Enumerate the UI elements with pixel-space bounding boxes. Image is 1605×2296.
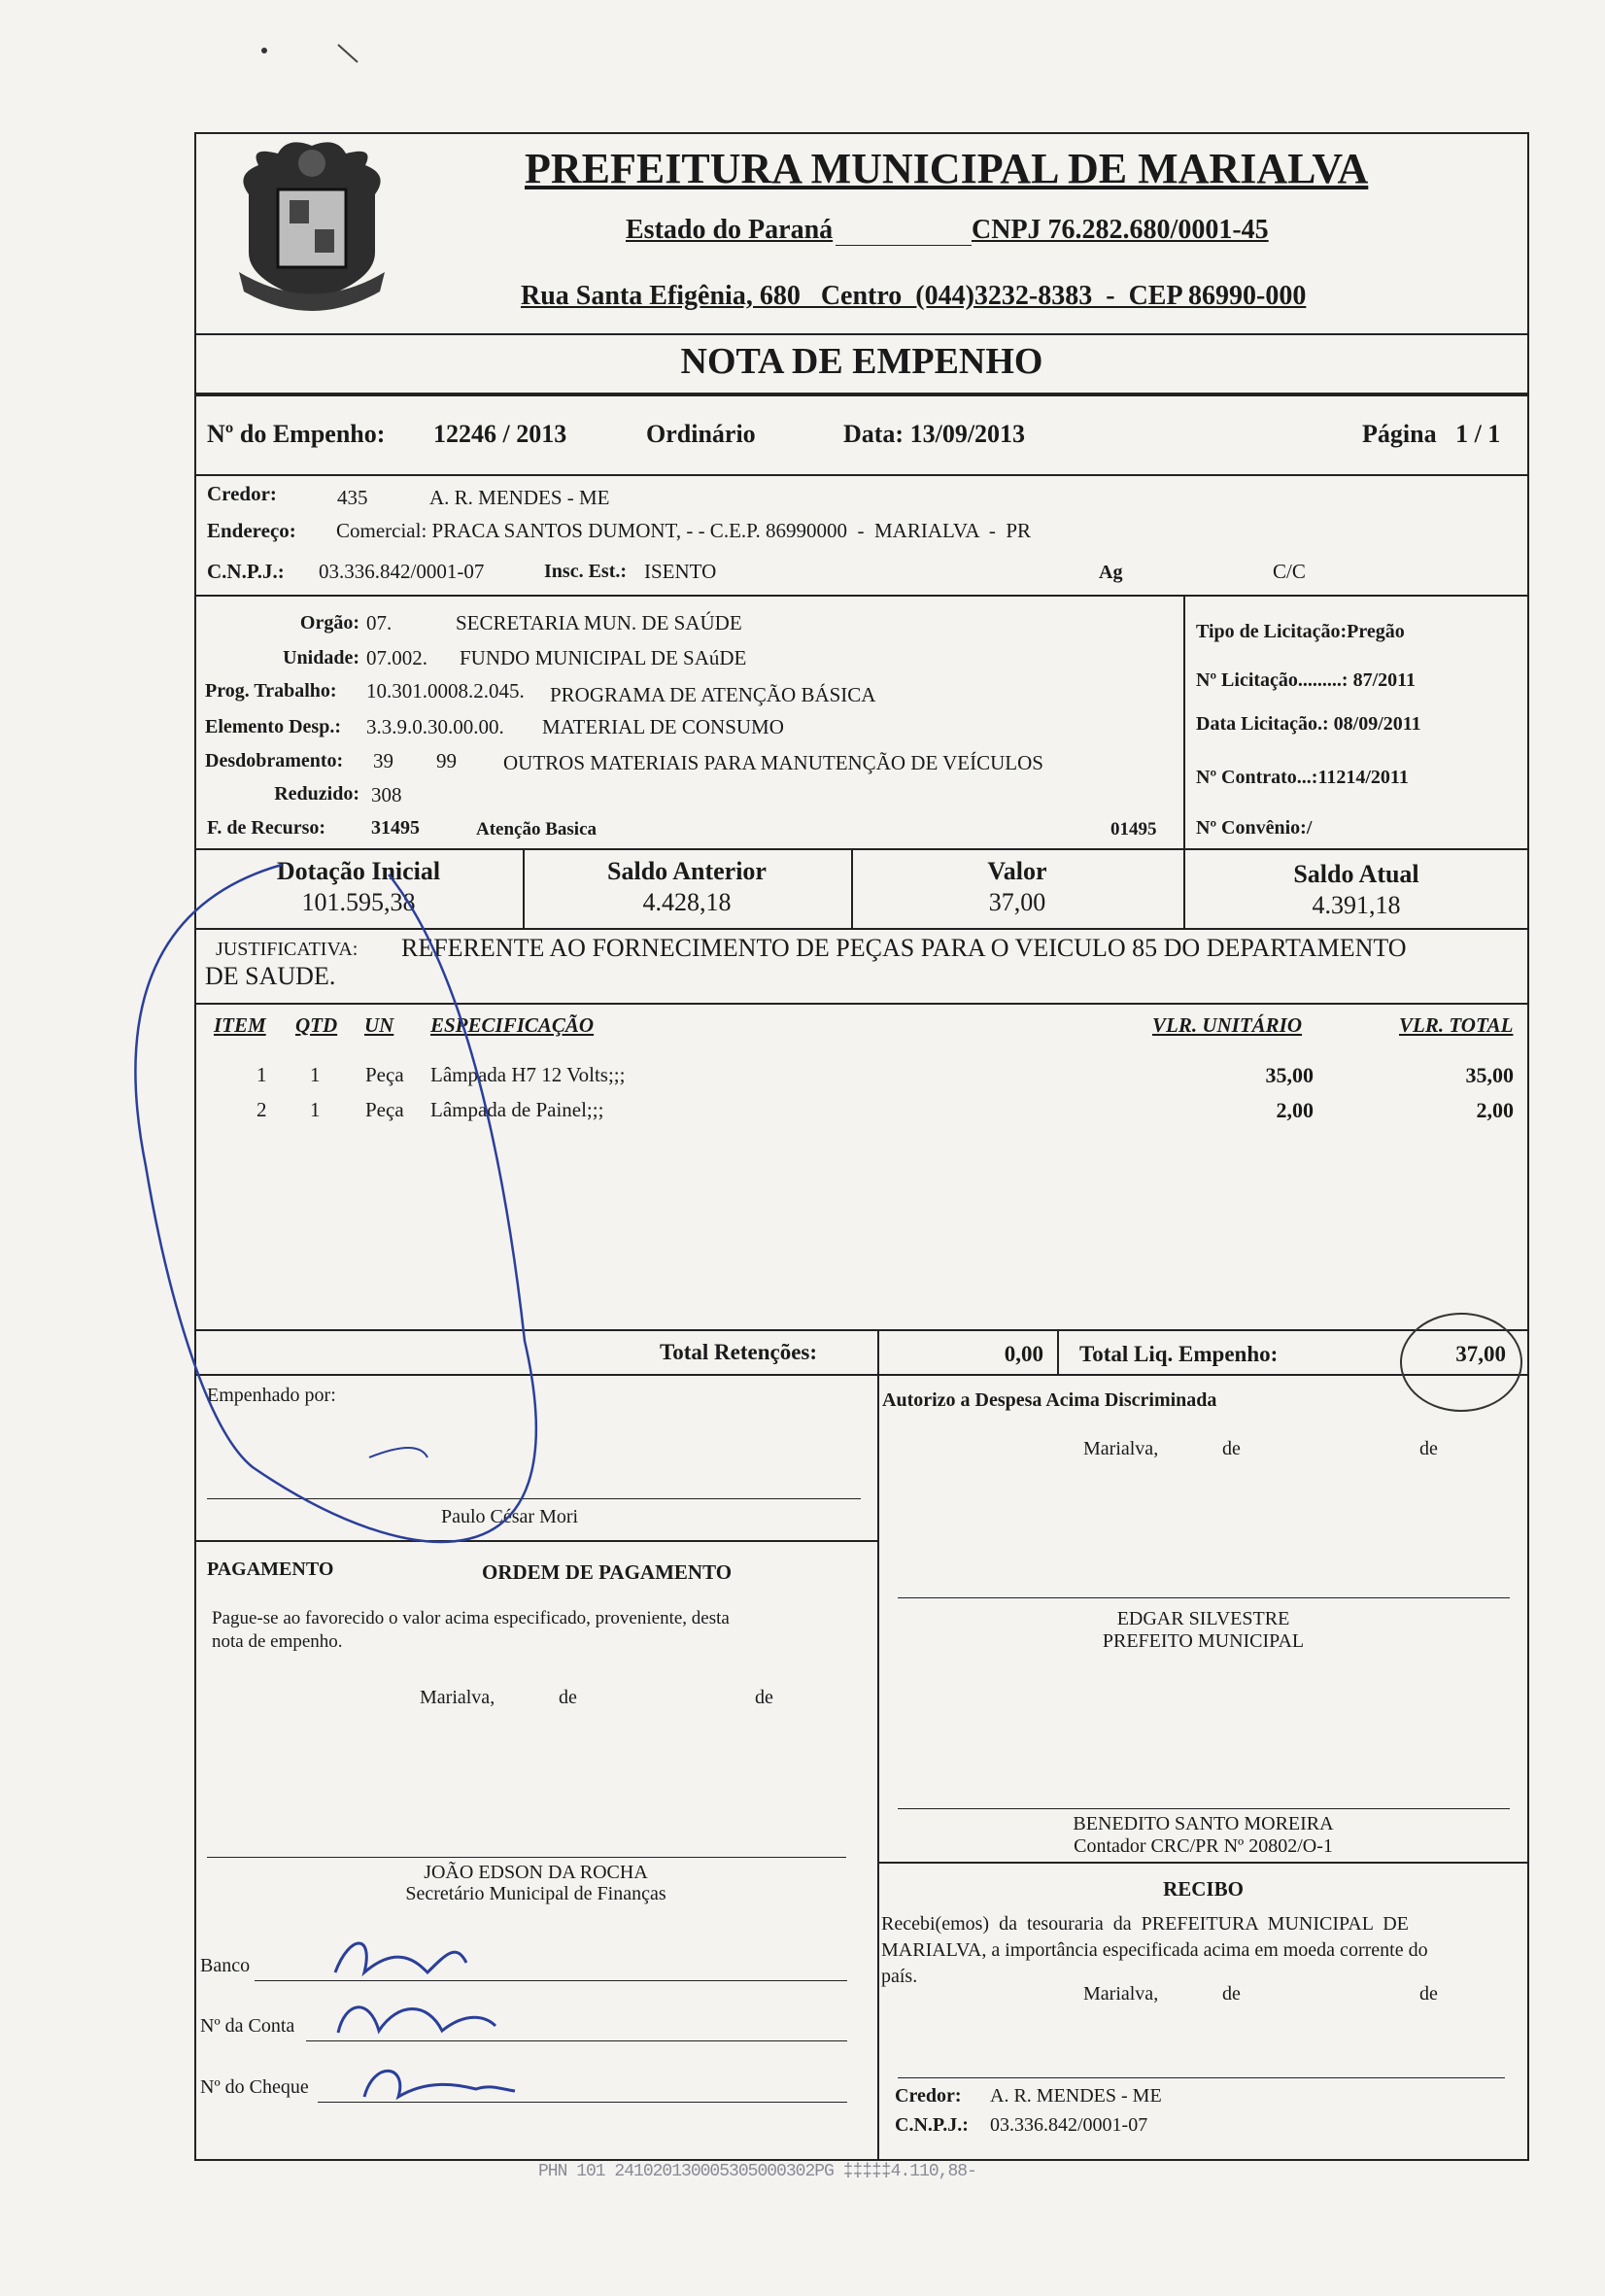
valor-value: 37,00 [988,888,1046,916]
address-line: Rua Santa Efigênia, 680 Centro (044)3232-8383 - CEP 86990-000 [521,281,1307,311]
total-liquido-value: 37,00 [1455,1342,1506,1366]
autorizo-place: Marialva, [1083,1438,1159,1459]
contador-title: Contador CRC/PR Nº 20802/O-1 [1074,1835,1333,1857]
banco-line [255,1980,847,1981]
autorizo-de-2: de [1419,1438,1438,1459]
credor-footer-label: Credor: [895,2085,962,2107]
recibo-de-1: de [1222,1983,1241,2005]
scan-mark [261,48,267,53]
col-header-qtd: QTD [295,1013,338,1037]
signature-line [898,2077,1505,2078]
insc-value: ISENTO [644,560,717,583]
licitacao-number: Nº Licitação.........: 87/2011 [1196,669,1417,691]
col-header-especificacao: ESPECIFICAÇÃO [430,1013,595,1037]
item-qtd: 1 [310,1063,321,1086]
justificativa-line-2: DE SAUDE. [205,962,336,990]
recurso-label: F. de Recurso: [207,817,326,839]
prog-code: 10.301.0008.2.045. [366,679,525,703]
doc-title: NOTA DE EMPENHO [680,341,1043,382]
licitacao-type: Tipo de Licitação:Pregão [1196,621,1405,642]
total-retencoes-label: Total Retenções: [660,1340,818,1364]
desdobramento-name: OUTROS MATERIAIS PARA MANUTENÇÃO DE VEÍCULOS [503,751,1043,774]
pagamento-de-2: de [755,1687,773,1708]
secretario-title: Secretário Municipal de Finanças [405,1883,666,1904]
saldo-atual-label: Saldo Atual [1293,860,1419,888]
elem-code: 3.3.9.0.30.00.00. [366,715,504,738]
divider [194,1003,1529,1005]
unidade-label: Unidade: [283,647,359,668]
item-un: Peça [365,1063,404,1086]
credor-footer-name: A. R. MENDES - ME [990,2085,1162,2107]
recibo-line-1: Recebi(emos) da tesouraria da PREFEITURA MUNICIPAL DE [881,1913,1409,1935]
column-divider [1057,1329,1059,1374]
bottom-auth-code: PHN 101 241020130005305000302PG ‡‡‡‡‡4.110,88- [538,2162,976,2181]
signature-line [898,1808,1510,1809]
divider [194,1540,877,1542]
empenho-date: Data: 13/09/2013 [843,420,1026,448]
unidade-name: FUNDO MUNICIPAL DE SAúDE [460,646,747,669]
saldo-atual-value: 4.391,18 [1312,891,1401,919]
cnpj-label: C.N.P.J.: [207,560,285,583]
orgao-code: 07. [366,611,393,634]
state-name: Estado do Paraná [626,215,834,245]
secretario-name: JOÃO EDSON DA ROCHA [424,1862,648,1883]
col-header-vlr-unitario: VLR. UNITÁRIO [1152,1013,1303,1037]
cnpj-header: CNPJ 76.282.680/0001-45 [972,215,1269,245]
cheque-label: Nº do Cheque [200,2076,309,2098]
justificativa-label: JUSTIFICATIVA: [216,939,359,960]
column-divider [877,1329,879,1374]
conta-line [306,2040,847,2041]
item-vlr-unitario: 35,00 [1265,1063,1314,1087]
page-title: PREFEITURA MUNICIPAL DE MARIALVA [525,145,1369,192]
desdobramento-subcode: 99 [436,749,457,772]
banco-label: Banco [200,1955,251,1976]
signature-line [898,1597,1510,1598]
recibo-place: Marialva, [1083,1983,1159,2005]
state-underline [836,245,972,246]
credor-label: Credor: [207,482,277,505]
orgao-name: SECRETARIA MUN. DE SAÚDE [456,611,742,634]
divider [194,393,1529,396]
pagamento-de-1: de [559,1687,577,1708]
divider [194,1374,1529,1376]
dotacao-inicial-label: Dotação Inicial [276,857,441,885]
recibo-line-2: MARIALVA, a importância especificada acima em moeda corrente do [881,1939,1428,1961]
reduzido-code: 308 [371,783,402,806]
ordem-pagamento-title: ORDEM DE PAGAMENTO [482,1560,733,1584]
item-un: Peça [365,1098,404,1121]
scan-mark [338,45,358,62]
credor-cnpj: 03.336.842/0001-07 [319,560,485,583]
total-retencoes-value: 0,00 [1004,1342,1043,1366]
signature-line [207,1498,861,1499]
page-number: Página 1 / 1 [1362,420,1501,448]
dotacao-inicial-value: 101.595,38 [301,888,416,916]
contador-name: BENEDITO SANTO MOREIRA [1073,1813,1334,1834]
item-number: 1 [256,1063,267,1086]
recurso-code: 31495 [371,817,420,839]
divider [877,1862,1529,1864]
empenhado-label: Empenhado por: [207,1385,336,1406]
insc-label: Insc. Est.: [544,561,628,582]
empenho-number-label: Nº do Empenho: [207,420,386,448]
col-header-un: UN [364,1013,394,1037]
item-vlr-total: 2,00 [1476,1098,1514,1122]
column-divider [877,1374,879,2161]
endereco-label: Endereço: [207,519,296,542]
coat-of-arms-icon [229,136,394,321]
divider [194,1329,1529,1331]
prefeito-title: PREFEITO MUNICIPAL [1102,1630,1305,1652]
valor-label: Valor [987,857,1047,885]
saldo-anterior-value: 4.428,18 [642,888,732,916]
item-qtd: 1 [310,1098,321,1121]
item-espec: Lâmpada H7 12 Volts;;; [430,1063,626,1086]
item-espec: Lâmpada de Painel;;; [430,1098,604,1121]
empenhado-name: Paulo César Mori [441,1506,579,1527]
credor-code: 435 [337,486,368,509]
item-number: 2 [256,1098,267,1121]
justificativa-line-1: REFERENTE AO FORNECIMENTO DE PEÇAS PARA O VEICULO 85 DO DEPARTAMENTO [401,934,1407,962]
elem-label: Elemento Desp.: [205,716,341,737]
divider [194,333,1529,335]
recibo-line-3: país. [881,1966,918,1987]
recibo-de-2: de [1419,1983,1438,2005]
ag-label: Ag [1099,562,1123,583]
prog-label: Prog. Trabalho: [205,680,337,702]
contrato-number: Nº Contrato...:11214/2011 [1196,767,1409,788]
orgao-label: Orgão: [299,612,359,634]
prog-name: PROGRAMA DE ATENÇÃO BÁSICA [550,683,876,706]
item-vlr-total: 35,00 [1465,1063,1514,1087]
prefeito-name: EDGAR SILVESTRE [1116,1608,1290,1629]
recurso-code-2: 01495 [1110,819,1157,840]
divider [194,848,1529,850]
col-header-item: ITEM [214,1013,266,1037]
pagamento-place: Marialva, [420,1687,495,1708]
empenho-type: Ordinário [646,420,756,448]
total-liquido-label: Total Liq. Empenho: [1079,1342,1279,1366]
cc-label: C/C [1273,560,1306,583]
pagamento-label: PAGAMENTO [207,1559,334,1580]
convenio-number: Nº Convênio:/ [1196,817,1313,839]
divider [194,928,1529,930]
cheque-line [318,2102,847,2103]
conta-label: Nº da Conta [200,2015,295,2037]
credor-name: A. R. MENDES - ME [429,486,610,509]
col-header-vlr-total: VLR. TOTAL [1399,1013,1514,1037]
empenho-number: 12246 / 2013 [433,420,567,448]
desdobramento-label: Desdobramento: [205,750,344,771]
unidade-code: 07.002. [366,646,427,669]
credor-footer-cnpj-label: C.N.P.J.: [895,2114,969,2136]
signature-line [207,1857,846,1858]
desdobramento-code: 39 [373,749,393,772]
credor-footer-cnpj: 03.336.842/0001-07 [990,2114,1148,2136]
recibo-label: RECIBO [1163,1877,1244,1901]
saldo-anterior-label: Saldo Anterior [607,857,767,885]
autorizo-label: Autorizo a Despesa Acima Discriminada [882,1389,1217,1411]
divider [194,474,1529,476]
column-divider [1183,595,1185,848]
autorizo-de-1: de [1222,1438,1241,1459]
pagamento-text-2: nota de empenho. [212,1631,343,1652]
reduzido-label: Reduzido: [274,783,359,805]
pagamento-text-1: Pague-se ao favorecido o valor acima especificado, proveniente, desta [212,1608,730,1628]
credor-address: Comercial: PRACA SANTOS DUMONT, - - C.E.P. 86990000 - MARIALVA - PR [336,519,1032,542]
elem-name: MATERIAL DE CONSUMO [542,715,784,738]
licitacao-date: Data Licitação.: 08/09/2011 [1196,713,1421,735]
recurso-name: Atenção Basica [476,819,598,840]
divider [194,595,1529,597]
item-vlr-unitario: 2,00 [1276,1098,1314,1122]
